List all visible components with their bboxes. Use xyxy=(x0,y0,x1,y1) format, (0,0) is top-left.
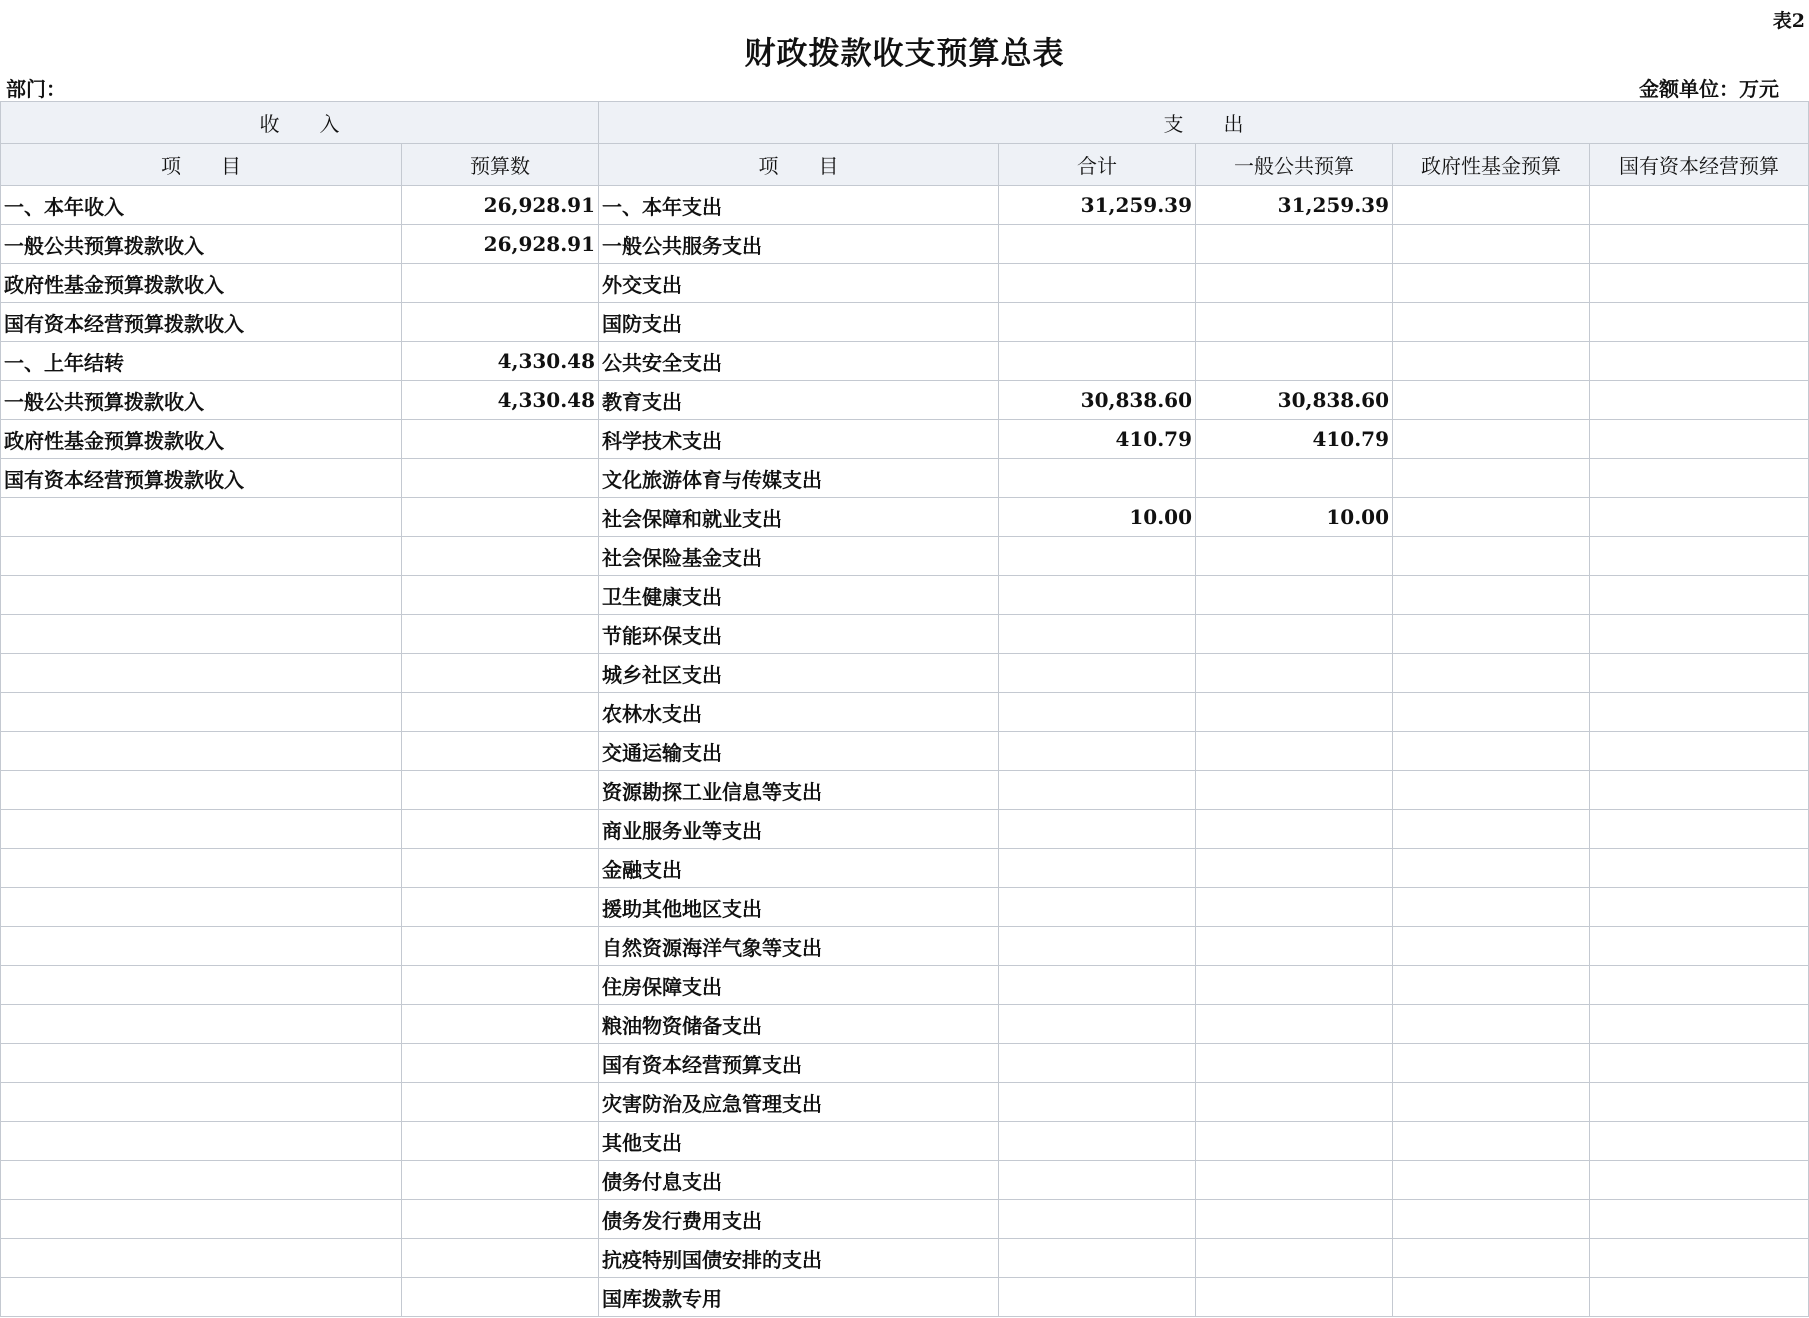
expense-item-cell: 文化旅游体育与传媒支出 xyxy=(599,459,999,498)
table-row xyxy=(1,1239,1809,1278)
table-row xyxy=(1,1005,1809,1044)
general-public-budget-cell xyxy=(1196,342,1393,381)
group-header-row xyxy=(1,102,1809,144)
total-cell xyxy=(999,225,1196,264)
total-cell xyxy=(999,771,1196,810)
income-amount-cell xyxy=(402,1200,599,1239)
state-capital-budget-cell xyxy=(1590,1278,1809,1317)
expense-item-cell: 其他支出 xyxy=(599,1122,999,1161)
general-public-budget-cell xyxy=(1196,810,1393,849)
total-cell xyxy=(999,303,1196,342)
total-cell xyxy=(999,1161,1196,1200)
general-public-budget-cell xyxy=(1196,654,1393,693)
state-capital-budget-cell xyxy=(1590,420,1809,459)
expense-item-cell: 债务付息支出 xyxy=(599,1161,999,1200)
total-cell xyxy=(999,459,1196,498)
gov-fund-budget-cell xyxy=(1393,771,1590,810)
general-public-budget-cell xyxy=(1196,1200,1393,1239)
gov-fund-budget-cell xyxy=(1393,966,1590,1005)
table-row xyxy=(1,966,1809,1005)
income-item-cell xyxy=(1,654,402,693)
expense-item-cell: 节能环保支出 xyxy=(599,615,999,654)
table-row xyxy=(1,381,1809,420)
general-public-budget-cell: 30,838.60 xyxy=(1196,381,1393,420)
gov-fund-budget-cell xyxy=(1393,1005,1590,1044)
total-cell xyxy=(999,537,1196,576)
general-public-budget-cell xyxy=(1196,771,1393,810)
income-item-cell xyxy=(1,537,402,576)
gov-fund-budget-cell xyxy=(1393,693,1590,732)
expense-item-header: 项 目 xyxy=(599,144,999,186)
income-item-cell xyxy=(1,1083,402,1122)
general-public-budget-cell xyxy=(1196,693,1393,732)
state-capital-budget-cell xyxy=(1590,1044,1809,1083)
total-cell xyxy=(999,693,1196,732)
income-group-header: 收 入 xyxy=(1,102,599,144)
table-row xyxy=(1,1161,1809,1200)
expense-item-cell: 卫生健康支出 xyxy=(599,576,999,615)
income-item-cell xyxy=(1,498,402,537)
gov-fund-budget-cell xyxy=(1393,537,1590,576)
expense-item-cell: 债务发行费用支出 xyxy=(599,1200,999,1239)
income-amount-cell xyxy=(402,537,599,576)
income-amount-cell xyxy=(402,927,599,966)
total-cell xyxy=(999,1239,1196,1278)
expense-item-cell: 住房保障支出 xyxy=(599,966,999,1005)
table-row xyxy=(1,732,1809,771)
gov-fund-budget-cell xyxy=(1393,927,1590,966)
expense-item-cell: 社会保险基金支出 xyxy=(599,537,999,576)
table-row xyxy=(1,576,1809,615)
gov-fund-budget-cell xyxy=(1393,615,1590,654)
income-amount-cell xyxy=(402,771,599,810)
general-public-budget-cell xyxy=(1196,1083,1393,1122)
income-amount-cell: 26,928.91 xyxy=(402,225,599,264)
income-item-cell xyxy=(1,888,402,927)
gov-fund-budget-cell xyxy=(1393,1083,1590,1122)
table-row xyxy=(1,810,1809,849)
state-capital-budget-cell xyxy=(1590,264,1809,303)
expense-item-cell: 金融支出 xyxy=(599,849,999,888)
table-row xyxy=(1,888,1809,927)
income-item-cell: 政府性基金预算拨款收入 xyxy=(1,420,402,459)
table-row xyxy=(1,1200,1809,1239)
income-amount-cell xyxy=(402,264,599,303)
state-capital-budget-cell xyxy=(1590,927,1809,966)
state-capital-budget-cell xyxy=(1590,1239,1809,1278)
total-cell: 30,838.60 xyxy=(999,381,1196,420)
general-public-budget-cell xyxy=(1196,1278,1393,1317)
table-row xyxy=(1,303,1809,342)
state-capital-budget-cell xyxy=(1590,498,1809,537)
total-cell xyxy=(999,264,1196,303)
table-row xyxy=(1,927,1809,966)
income-amount-cell xyxy=(402,693,599,732)
general-public-budget-cell: 31,259.39 xyxy=(1196,186,1393,225)
gov-fund-budget-cell xyxy=(1393,303,1590,342)
table-row xyxy=(1,771,1809,810)
income-budget-header: 预算数 xyxy=(402,144,599,186)
table-row xyxy=(1,1083,1809,1122)
total-header: 合计 xyxy=(999,144,1196,186)
gov-fund-budget-cell xyxy=(1393,264,1590,303)
table-row xyxy=(1,693,1809,732)
total-cell xyxy=(999,732,1196,771)
table-body xyxy=(1,186,1809,1317)
income-item-header: 项 目 xyxy=(1,144,402,186)
department-label: 部门： xyxy=(6,77,66,101)
income-amount-cell: 4,330.48 xyxy=(402,342,599,381)
expense-item-cell: 交通运输支出 xyxy=(599,732,999,771)
state-capital-budget-cell xyxy=(1590,1005,1809,1044)
total-cell xyxy=(999,576,1196,615)
column-header-row xyxy=(1,144,1809,186)
total-cell xyxy=(999,888,1196,927)
total-cell xyxy=(999,342,1196,381)
income-item-cell xyxy=(1,693,402,732)
total-cell xyxy=(999,810,1196,849)
expense-item-cell: 自然资源海洋气象等支出 xyxy=(599,927,999,966)
income-amount-cell xyxy=(402,849,599,888)
gov-fund-budget-cell xyxy=(1393,1161,1590,1200)
income-amount-cell xyxy=(402,1005,599,1044)
income-item-cell: 一、本年收入 xyxy=(1,186,402,225)
general-public-budget-cell xyxy=(1196,537,1393,576)
gov-fund-budget-cell xyxy=(1393,420,1590,459)
income-item-cell xyxy=(1,615,402,654)
income-item-cell xyxy=(1,966,402,1005)
general-public-budget-cell xyxy=(1196,576,1393,615)
state-capital-budget-header: 国有资本经营预算 xyxy=(1590,144,1809,186)
income-item-cell xyxy=(1,1161,402,1200)
gov-fund-budget-cell xyxy=(1393,459,1590,498)
income-item-cell xyxy=(1,1278,402,1317)
table-row xyxy=(1,849,1809,888)
income-amount-cell xyxy=(402,1083,599,1122)
gov-fund-budget-cell xyxy=(1393,342,1590,381)
gov-fund-budget-cell xyxy=(1393,498,1590,537)
income-item-cell: 国有资本经营预算拨款收入 xyxy=(1,303,402,342)
gov-fund-budget-cell xyxy=(1393,849,1590,888)
total-cell xyxy=(999,927,1196,966)
general-public-budget-cell xyxy=(1196,225,1393,264)
general-public-budget-cell xyxy=(1196,966,1393,1005)
income-item-cell xyxy=(1,1005,402,1044)
general-public-budget-header: 一般公共预算 xyxy=(1196,144,1393,186)
state-capital-budget-cell xyxy=(1590,771,1809,810)
general-public-budget-cell xyxy=(1196,1239,1393,1278)
expense-item-cell: 公共安全支出 xyxy=(599,342,999,381)
state-capital-budget-cell xyxy=(1590,303,1809,342)
income-amount-cell: 26,928.91 xyxy=(402,186,599,225)
income-amount-cell xyxy=(402,303,599,342)
expense-item-cell: 灾害防治及应急管理支出 xyxy=(599,1083,999,1122)
state-capital-budget-cell xyxy=(1590,537,1809,576)
expense-item-cell: 科学技术支出 xyxy=(599,420,999,459)
general-public-budget-cell xyxy=(1196,888,1393,927)
state-capital-budget-cell xyxy=(1590,342,1809,381)
income-item-cell xyxy=(1,1239,402,1278)
state-capital-budget-cell xyxy=(1590,810,1809,849)
state-capital-budget-cell xyxy=(1590,849,1809,888)
general-public-budget-cell xyxy=(1196,1161,1393,1200)
table-row xyxy=(1,498,1809,537)
income-amount-cell xyxy=(402,498,599,537)
total-cell xyxy=(999,849,1196,888)
expense-item-cell: 国库拨款专用 xyxy=(599,1278,999,1317)
state-capital-budget-cell xyxy=(1590,1083,1809,1122)
expense-item-cell: 国防支出 xyxy=(599,303,999,342)
state-capital-budget-cell xyxy=(1590,732,1809,771)
table-number: 表2 xyxy=(1772,10,1805,32)
state-capital-budget-cell xyxy=(1590,1200,1809,1239)
amount-unit-label: 金额单位：万元 xyxy=(1639,77,1779,101)
state-capital-budget-cell xyxy=(1590,654,1809,693)
income-amount-cell xyxy=(402,459,599,498)
gov-fund-budget-cell xyxy=(1393,1044,1590,1083)
total-cell xyxy=(999,1122,1196,1161)
income-item-cell: 一般公共预算拨款收入 xyxy=(1,381,402,420)
gov-fund-budget-cell xyxy=(1393,1239,1590,1278)
table-row xyxy=(1,1278,1809,1317)
income-item-cell: 政府性基金预算拨款收入 xyxy=(1,264,402,303)
gov-fund-budget-cell xyxy=(1393,186,1590,225)
table-row xyxy=(1,342,1809,381)
state-capital-budget-cell xyxy=(1590,381,1809,420)
expense-item-cell: 资源勘探工业信息等支出 xyxy=(599,771,999,810)
total-cell xyxy=(999,1278,1196,1317)
expense-item-cell: 社会保障和就业支出 xyxy=(599,498,999,537)
budget-table xyxy=(0,101,1809,1317)
general-public-budget-cell xyxy=(1196,1044,1393,1083)
table-row xyxy=(1,420,1809,459)
income-item-cell: 一般公共预算拨款收入 xyxy=(1,225,402,264)
general-public-budget-cell xyxy=(1196,264,1393,303)
income-amount-cell xyxy=(402,654,599,693)
general-public-budget-cell xyxy=(1196,615,1393,654)
general-public-budget-cell xyxy=(1196,849,1393,888)
state-capital-budget-cell xyxy=(1590,459,1809,498)
table-row xyxy=(1,225,1809,264)
income-item-cell xyxy=(1,732,402,771)
total-cell xyxy=(999,615,1196,654)
expense-item-cell: 一、本年支出 xyxy=(599,186,999,225)
gov-fund-budget-cell xyxy=(1393,225,1590,264)
general-public-budget-cell xyxy=(1196,927,1393,966)
general-public-budget-cell xyxy=(1196,459,1393,498)
total-cell: 10.00 xyxy=(999,498,1196,537)
table-row xyxy=(1,654,1809,693)
income-item-cell xyxy=(1,576,402,615)
income-amount-cell xyxy=(402,1122,599,1161)
table-row xyxy=(1,537,1809,576)
income-item-cell xyxy=(1,1044,402,1083)
general-public-budget-cell: 410.79 xyxy=(1196,420,1393,459)
gov-fund-budget-cell xyxy=(1393,381,1590,420)
income-amount-cell xyxy=(402,1239,599,1278)
income-amount-cell xyxy=(402,576,599,615)
state-capital-budget-cell xyxy=(1590,186,1809,225)
income-amount-cell: 4,330.48 xyxy=(402,381,599,420)
state-capital-budget-cell xyxy=(1590,225,1809,264)
expense-item-cell: 国有资本经营预算支出 xyxy=(599,1044,999,1083)
income-amount-cell xyxy=(402,732,599,771)
income-amount-cell xyxy=(402,966,599,1005)
gov-fund-budget-cell xyxy=(1393,576,1590,615)
income-amount-cell xyxy=(402,615,599,654)
income-item-cell xyxy=(1,810,402,849)
income-item-cell xyxy=(1,927,402,966)
expense-item-cell: 抗疫特别国债安排的支出 xyxy=(599,1239,999,1278)
income-amount-cell xyxy=(402,1278,599,1317)
table-row xyxy=(1,264,1809,303)
table-row xyxy=(1,615,1809,654)
income-amount-cell xyxy=(402,810,599,849)
general-public-budget-cell xyxy=(1196,1122,1393,1161)
income-item-cell: 国有资本经营预算拨款收入 xyxy=(1,459,402,498)
page-title: 财政拨款收支预算总表 xyxy=(744,36,1065,72)
expense-item-cell: 粮油物资储备支出 xyxy=(599,1005,999,1044)
gov-fund-budget-cell xyxy=(1393,1278,1590,1317)
gov-fund-budget-cell xyxy=(1393,654,1590,693)
gov-fund-budget-header: 政府性基金预算 xyxy=(1393,144,1590,186)
income-item-cell xyxy=(1,1200,402,1239)
total-cell xyxy=(999,1005,1196,1044)
income-amount-cell xyxy=(402,1044,599,1083)
general-public-budget-cell xyxy=(1196,303,1393,342)
total-cell: 410.79 xyxy=(999,420,1196,459)
expense-item-cell: 教育支出 xyxy=(599,381,999,420)
gov-fund-budget-cell xyxy=(1393,732,1590,771)
total-cell xyxy=(999,654,1196,693)
total-cell xyxy=(999,1044,1196,1083)
expense-item-cell: 商业服务业等支出 xyxy=(599,810,999,849)
state-capital-budget-cell xyxy=(1590,1122,1809,1161)
gov-fund-budget-cell xyxy=(1393,810,1590,849)
expense-item-cell: 援助其他地区支出 xyxy=(599,888,999,927)
table-row xyxy=(1,1122,1809,1161)
income-item-cell: 一、上年结转 xyxy=(1,342,402,381)
gov-fund-budget-cell xyxy=(1393,1200,1590,1239)
state-capital-budget-cell xyxy=(1590,693,1809,732)
state-capital-budget-cell xyxy=(1590,1161,1809,1200)
total-cell: 31,259.39 xyxy=(999,186,1196,225)
total-cell xyxy=(999,1083,1196,1122)
total-cell xyxy=(999,966,1196,1005)
table-row xyxy=(1,459,1809,498)
state-capital-budget-cell xyxy=(1590,615,1809,654)
income-item-cell xyxy=(1,771,402,810)
state-capital-budget-cell xyxy=(1590,966,1809,1005)
income-item-cell xyxy=(1,1122,402,1161)
income-amount-cell xyxy=(402,1161,599,1200)
income-amount-cell xyxy=(402,888,599,927)
income-amount-cell xyxy=(402,420,599,459)
expense-item-cell: 农林水支出 xyxy=(599,693,999,732)
expense-item-cell: 外交支出 xyxy=(599,264,999,303)
table-row xyxy=(1,1044,1809,1083)
total-cell xyxy=(999,1200,1196,1239)
general-public-budget-cell xyxy=(1196,732,1393,771)
expense-item-cell: 城乡社区支出 xyxy=(599,654,999,693)
state-capital-budget-cell xyxy=(1590,888,1809,927)
state-capital-budget-cell xyxy=(1590,576,1809,615)
table-row xyxy=(1,186,1809,225)
general-public-budget-cell xyxy=(1196,1005,1393,1044)
income-item-cell xyxy=(1,849,402,888)
gov-fund-budget-cell xyxy=(1393,1122,1590,1161)
expense-item-cell: 一般公共服务支出 xyxy=(599,225,999,264)
expense-group-header: 支 出 xyxy=(599,102,1809,144)
gov-fund-budget-cell xyxy=(1393,888,1590,927)
general-public-budget-cell: 10.00 xyxy=(1196,498,1393,537)
